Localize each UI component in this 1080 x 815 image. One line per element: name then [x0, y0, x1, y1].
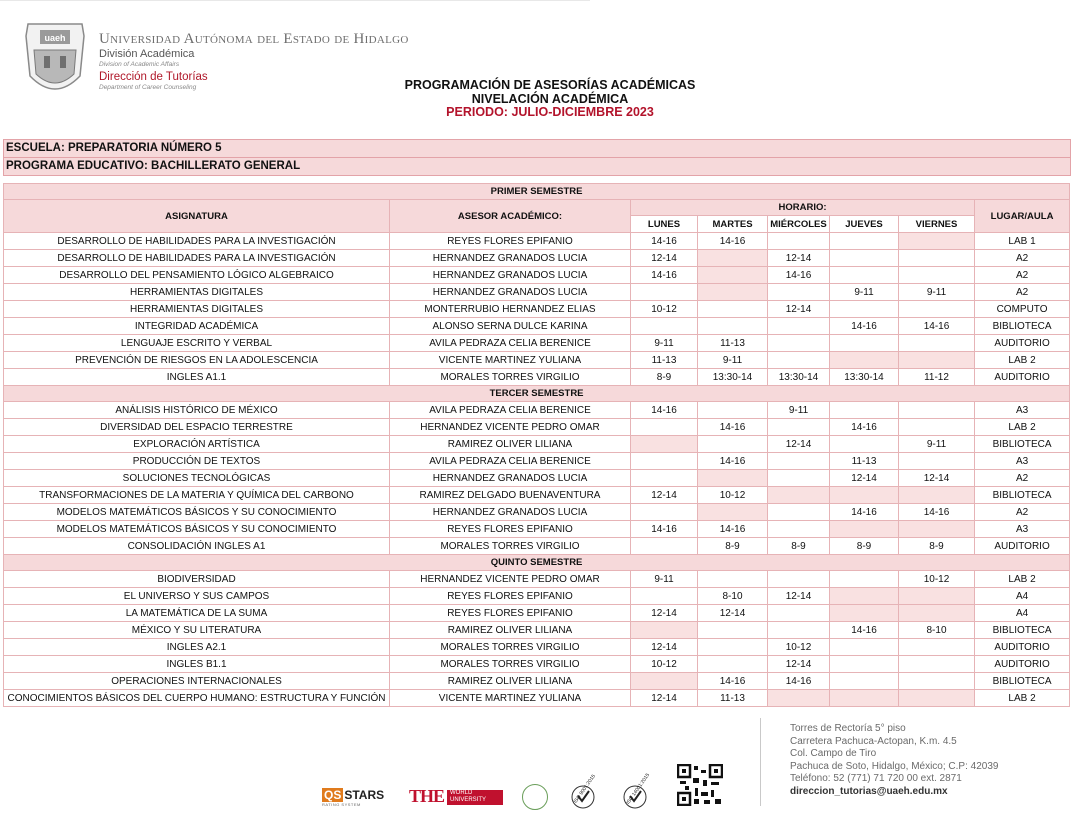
cell-martes: [698, 267, 768, 284]
cell-lugar: AUDITORIO: [975, 538, 1070, 555]
cell-lunes: [631, 588, 698, 605]
cell-jueves: 14-16: [830, 504, 899, 521]
qs-stars-logo: [322, 788, 384, 807]
semester-row: [4, 184, 1070, 200]
cell-martes: [698, 301, 768, 318]
cell-martes: [698, 470, 768, 487]
cell-miercoles: 14-16: [768, 267, 830, 284]
cell-miercoles: [768, 504, 830, 521]
cell-martes: 8-9: [698, 538, 768, 555]
cell-miercoles: [768, 521, 830, 538]
cell-viernes: 12-14: [899, 470, 975, 487]
cell-asesor: AVILA PEDRAZA CELIA BERENICE: [390, 402, 631, 419]
cell-asignatura: MODELOS MATEMÁTICOS BÁSICOS Y SU CONOCIMIENTO: [4, 521, 390, 538]
cell-asignatura: INGLES A1.1: [4, 369, 390, 386]
cell-miercoles: 12-14: [768, 301, 830, 318]
cell-lunes: 10-12: [631, 301, 698, 318]
cell-viernes: [899, 233, 975, 250]
cell-martes: 9-11: [698, 352, 768, 369]
cell-martes: [698, 402, 768, 419]
header-day-viernes: VIERNES: [899, 216, 975, 233]
cell-asignatura: CONOCIMIENTOS BÁSICOS DEL CUERPO HUMANO: ESTRUCTURA Y FUNCIÓN: [4, 690, 390, 707]
table-row: [4, 436, 1070, 453]
cell-martes: [698, 504, 768, 521]
cell-martes: 14-16: [698, 453, 768, 470]
cell-asesor: REYES FLORES EPIFANIO: [390, 588, 631, 605]
cell-asesor: ALONSO SERNA DULCE KARINA: [390, 318, 631, 335]
cell-asesor: AVILA PEDRAZA CELIA BERENICE: [390, 335, 631, 352]
cell-asesor: HERNANDEZ VICENTE PEDRO OMAR: [390, 571, 631, 588]
cell-miercoles: 13:30-14: [768, 369, 830, 386]
university-name: Universidad Autónoma del Estado de Hidalgo: [99, 31, 409, 47]
cell-asesor: MORALES TORRES VIRGILIO: [390, 369, 631, 386]
top-rule: [0, 0, 590, 9]
table-row: [4, 352, 1070, 369]
cell-viernes: [899, 267, 975, 284]
header-day-miercoles: MIÉRCOLES: [768, 216, 830, 233]
cell-asesor: MORALES TORRES VIRGILIO: [390, 656, 631, 673]
cell-lunes: [631, 673, 698, 690]
cell-viernes: [899, 639, 975, 656]
cell-lunes: [631, 318, 698, 335]
cell-martes: [698, 639, 768, 656]
title-nivelacion: NIVELACIÓN ACADÉMICA: [471, 91, 629, 106]
cell-martes: 14-16: [698, 521, 768, 538]
cell-viernes: [899, 656, 975, 673]
table-row: [4, 301, 1070, 318]
cell-jueves: 12-14: [830, 470, 899, 487]
cell-lugar: LAB 1: [975, 233, 1070, 250]
cell-miercoles: [768, 470, 830, 487]
header-asignatura: ASIGNATURA: [4, 200, 390, 233]
cell-miercoles: [768, 318, 830, 335]
cell-viernes: [899, 402, 975, 419]
semester-title: QUINTO SEMESTRE: [4, 555, 1070, 571]
cell-lunes: 11-13: [631, 352, 698, 369]
cell-martes: [698, 436, 768, 453]
cell-asignatura: OPERACIONES INTERNACIONALES: [4, 673, 390, 690]
cell-jueves: [830, 301, 899, 318]
address-line: Carretera Pachuca-Actopan, K.m. 4.5: [790, 735, 957, 747]
cell-martes: [698, 571, 768, 588]
cell-asignatura: EL UNIVERSO Y SUS CAMPOS: [4, 588, 390, 605]
cell-martes: 13:30-14: [698, 369, 768, 386]
cell-lugar: A2: [975, 470, 1070, 487]
cell-asesor: MORALES TORRES VIRGILIO: [390, 538, 631, 555]
directorate-name: Dirección de Tutorías: [99, 71, 208, 83]
cell-asignatura: HERRAMIENTAS DIGITALES: [4, 301, 390, 318]
cell-asignatura: CONSOLIDACIÓN INGLES A1: [4, 538, 390, 555]
cell-lunes: [631, 622, 698, 639]
cell-jueves: [830, 233, 899, 250]
cell-lugar: A3: [975, 402, 1070, 419]
cell-miercoles: 8-9: [768, 538, 830, 555]
cell-martes: [698, 318, 768, 335]
cell-jueves: [830, 487, 899, 504]
cell-miercoles: [768, 690, 830, 707]
cell-lugar: AUDITORIO: [975, 335, 1070, 352]
table-row: [4, 538, 1070, 555]
header-lugar: LUGAR/AULA: [975, 200, 1070, 233]
the-logo: [409, 788, 505, 805]
cell-jueves: [830, 335, 899, 352]
cell-lugar: BIBLIOTECA: [975, 436, 1070, 453]
cell-lugar: BIBLIOTECA: [975, 318, 1070, 335]
cell-lugar: A2: [975, 284, 1070, 301]
cell-miercoles: [768, 571, 830, 588]
table-row: [4, 622, 1070, 639]
cell-lugar: LAB 2: [975, 419, 1070, 436]
cell-miercoles: 12-14: [768, 656, 830, 673]
address-line: Teléfono: 52 (771) 71 720 00 ext. 2871: [790, 773, 962, 784]
cell-asignatura: SOLUCIONES TECNOLÓGICAS: [4, 470, 390, 487]
table-row: [4, 284, 1070, 301]
cell-jueves: [830, 673, 899, 690]
cell-lugar: AUDITORIO: [975, 369, 1070, 386]
cell-lugar: COMPUTO: [975, 301, 1070, 318]
cell-asignatura: DESARROLLO DE HABILIDADES PARA LA INVESTIGACIÓN: [4, 233, 390, 250]
cell-asignatura: LA MATEMÁTICA DE LA SUMA: [4, 605, 390, 622]
the-box: WORLD UNIVERSITY: [447, 790, 503, 805]
cell-asignatura: INGLES B1.1: [4, 656, 390, 673]
cell-asignatura: INGLES A2.1: [4, 639, 390, 656]
school-info: [3, 139, 1071, 176]
cell-lugar: BIBLIOTECA: [975, 487, 1070, 504]
cell-asesor: RAMIREZ OLIVER LILIANA: [390, 622, 631, 639]
cell-viernes: [899, 352, 975, 369]
cell-asesor: MORALES TORRES VIRGILIO: [390, 639, 631, 656]
cell-lugar: LAB 2: [975, 352, 1070, 369]
cell-lugar: A3: [975, 521, 1070, 538]
cell-lugar: A3: [975, 453, 1070, 470]
cell-asesor: HERNANDEZ GRANADOS LUCIA: [390, 250, 631, 267]
cell-lunes: 12-14: [631, 250, 698, 267]
cell-lugar: BIBLIOTECA: [975, 673, 1070, 690]
cell-viernes: 10-12: [899, 571, 975, 588]
header-day-lunes: LUNES: [631, 216, 698, 233]
header-row: [4, 200, 1070, 216]
cell-asignatura: INTEGRIDAD ACADÉMICA: [4, 318, 390, 335]
cell-jueves: 9-11: [830, 284, 899, 301]
cell-asesor: VICENTE MARTINEZ YULIANA: [390, 352, 631, 369]
cell-asignatura: TRANSFORMACIONES DE LA MATERIA Y QUÍMICA DEL CARBONO: [4, 487, 390, 504]
program-name: PROGRAMA EDUCATIVO: BACHILLERATO GENERAL: [4, 157, 1070, 175]
cell-jueves: [830, 605, 899, 622]
cell-lunes: 10-12: [631, 656, 698, 673]
cell-asesor: HERNANDEZ VICENTE PEDRO OMAR: [390, 419, 631, 436]
cell-jueves: [830, 267, 899, 284]
division-name: División Académica: [99, 48, 195, 60]
cell-miercoles: 12-14: [768, 588, 830, 605]
cell-miercoles: 9-11: [768, 402, 830, 419]
cell-asignatura: PREVENCIÓN DE RIESGOS EN LA ADOLESCENCIA: [4, 352, 390, 369]
cell-jueves: 14-16: [830, 622, 899, 639]
semester-row: [4, 555, 1070, 571]
contact-address: [790, 723, 998, 798]
cell-jueves: [830, 250, 899, 267]
cell-jueves: 13:30-14: [830, 369, 899, 386]
table-row: [4, 605, 1070, 622]
table-row: [4, 453, 1070, 470]
cell-viernes: 8-10: [899, 622, 975, 639]
table-row: [4, 250, 1070, 267]
table-row: [4, 656, 1070, 673]
cell-lugar: A2: [975, 504, 1070, 521]
table-row: [4, 487, 1070, 504]
cell-martes: 11-13: [698, 335, 768, 352]
cell-viernes: 14-16: [899, 318, 975, 335]
cell-martes: 14-16: [698, 233, 768, 250]
cell-asesor: MONTERRUBIO HERNANDEZ ELIAS: [390, 301, 631, 318]
cell-lunes: [631, 453, 698, 470]
qr-code-icon: [677, 764, 723, 806]
table-row: [4, 233, 1070, 250]
schedule-table: [3, 183, 1070, 707]
cell-martes: 14-16: [698, 419, 768, 436]
cell-asesor: HERNANDEZ GRANADOS LUCIA: [390, 470, 631, 487]
cell-martes: [698, 656, 768, 673]
the-label: THE: [409, 786, 445, 806]
header-asesor: ASESOR ACADÉMICO:: [390, 200, 631, 233]
table-row: [4, 588, 1070, 605]
table-row: [4, 690, 1070, 707]
cell-asignatura: DESARROLLO DE HABILIDADES PARA LA INVESTIGACIÓN: [4, 250, 390, 267]
qs-label: QS: [324, 788, 342, 802]
cell-lunes: 12-14: [631, 605, 698, 622]
table-row: [4, 419, 1070, 436]
cell-lunes: 12-14: [631, 639, 698, 656]
cell-lunes: 8-9: [631, 369, 698, 386]
cell-asesor: AVILA PEDRAZA CELIA BERENICE: [390, 453, 631, 470]
iso-14001-label: ISO 14001:2015: [625, 772, 652, 806]
cell-miercoles: [768, 487, 830, 504]
logo-text: uaeh: [44, 33, 66, 43]
cell-martes: 8-10: [698, 588, 768, 605]
cell-viernes: [899, 453, 975, 470]
cell-asignatura: BIODIVERSIDAD: [4, 571, 390, 588]
stars-label: STARS: [344, 788, 385, 802]
cell-asesor: REYES FLORES EPIFANIO: [390, 233, 631, 250]
cell-jueves: [830, 690, 899, 707]
cell-viernes: [899, 690, 975, 707]
cell-asesor: HERNANDEZ GRANADOS LUCIA: [390, 504, 631, 521]
address-line: Torres de Rectoría 5° piso: [790, 723, 906, 734]
cell-viernes: [899, 673, 975, 690]
cell-viernes: 8-9: [899, 538, 975, 555]
cell-jueves: [830, 571, 899, 588]
cell-martes: 11-13: [698, 690, 768, 707]
table-row: [4, 402, 1070, 419]
cell-jueves: [830, 402, 899, 419]
cell-lugar: A2: [975, 267, 1070, 284]
cell-jueves: [830, 656, 899, 673]
cell-jueves: 11-13: [830, 453, 899, 470]
header-day-martes: MARTES: [698, 216, 768, 233]
cell-asesor: RAMIREZ DELGADO BUENAVENTURA: [390, 487, 631, 504]
cell-martes: [698, 284, 768, 301]
cell-asignatura: MÉXICO Y SU LITERATURA: [4, 622, 390, 639]
stars-sub: RATING SYSTEM: [322, 802, 361, 807]
cell-asignatura: DIVERSIDAD DEL ESPACIO TERRESTRE: [4, 419, 390, 436]
cell-miercoles: 12-14: [768, 436, 830, 453]
cell-lunes: 14-16: [631, 402, 698, 419]
iso-9001-seal: [570, 773, 597, 810]
cell-lugar: AUDITORIO: [975, 656, 1070, 673]
table-row: [4, 335, 1070, 352]
iso-14001-seal: [622, 772, 652, 810]
cell-lunes: 9-11: [631, 335, 698, 352]
table-row: [4, 521, 1070, 538]
cell-lugar: BIBLIOTECA: [975, 622, 1070, 639]
cell-martes: 14-16: [698, 673, 768, 690]
cell-asesor: REYES FLORES EPIFANIO: [390, 521, 631, 538]
contact-email-link[interactable]: direccion_tutorias@uaeh.edu.mx: [790, 785, 948, 797]
footer-logos: [300, 716, 760, 808]
footer-divider: [760, 718, 761, 806]
cell-viernes: [899, 605, 975, 622]
cell-lugar: AUDITORIO: [975, 639, 1070, 656]
table-row: [4, 267, 1070, 284]
table-row: [4, 318, 1070, 335]
cell-viernes: [899, 588, 975, 605]
cell-viernes: [899, 301, 975, 318]
school-name: ESCUELA: PREPARATORIA NÚMERO 5: [4, 140, 1070, 157]
cell-jueves: [830, 588, 899, 605]
cell-martes: [698, 622, 768, 639]
cell-viernes: [899, 521, 975, 538]
cell-jueves: [830, 352, 899, 369]
cell-lunes: 14-16: [631, 521, 698, 538]
cell-asignatura: PRODUCCIÓN DE TEXTOS: [4, 453, 390, 470]
cell-miercoles: [768, 419, 830, 436]
cell-asesor: RAMIREZ OLIVER LILIANA: [390, 436, 631, 453]
certification-seal-icon: [522, 784, 548, 810]
cell-miercoles: 14-16: [768, 673, 830, 690]
cell-martes: 10-12: [698, 487, 768, 504]
semester-row: [4, 386, 1070, 402]
cell-lunes: [631, 284, 698, 301]
cell-jueves: 14-16: [830, 318, 899, 335]
cell-miercoles: [768, 352, 830, 369]
title-periodo: PERIODO: JULIO-DICIEMBRE 2023: [446, 105, 654, 119]
cell-viernes: 9-11: [899, 436, 975, 453]
cell-asesor: RAMIREZ OLIVER LILIANA: [390, 673, 631, 690]
table-row: [4, 639, 1070, 656]
cell-viernes: [899, 419, 975, 436]
header-day-jueves: JUEVES: [830, 216, 899, 233]
cell-lunes: [631, 436, 698, 453]
division-name-en: Division of Academic Affairs: [99, 61, 180, 68]
cell-miercoles: [768, 233, 830, 250]
cell-miercoles: 10-12: [768, 639, 830, 656]
iso-9001-label: ISO 9001:2015: [572, 773, 597, 805]
cell-lunes: 14-16: [631, 233, 698, 250]
table-row: [4, 571, 1070, 588]
header-horario: HORARIO:: [631, 200, 975, 216]
cell-asignatura: DESARROLLO DEL PENSAMIENTO LÓGICO ALGEBRAICO: [4, 267, 390, 284]
cell-lunes: 9-11: [631, 571, 698, 588]
cell-asignatura: EXPLORACIÓN ARTÍSTICA: [4, 436, 390, 453]
semester-title: PRIMER SEMESTRE: [4, 184, 1070, 200]
cell-lugar: A2: [975, 250, 1070, 267]
cell-viernes: 9-11: [899, 284, 975, 301]
cell-lunes: [631, 504, 698, 521]
cell-jueves: 8-9: [830, 538, 899, 555]
cell-asignatura: MODELOS MATEMÁTICOS BÁSICOS Y SU CONOCIMIENTO: [4, 504, 390, 521]
table-row: [4, 504, 1070, 521]
cell-miercoles: 12-14: [768, 250, 830, 267]
cell-martes: 12-14: [698, 605, 768, 622]
cell-asignatura: ANÁLISIS HISTÓRICO DE MÉXICO: [4, 402, 390, 419]
cell-asignatura: LENGUAJE ESCRITO Y VERBAL: [4, 335, 390, 352]
cell-viernes: 14-16: [899, 504, 975, 521]
address-line: Col. Campo de Tiro: [790, 748, 877, 759]
cell-miercoles: [768, 622, 830, 639]
cell-lunes: 12-14: [631, 690, 698, 707]
cell-lunes: [631, 419, 698, 436]
cell-lugar: A4: [975, 588, 1070, 605]
cell-lugar: A4: [975, 605, 1070, 622]
table-row: [4, 673, 1070, 690]
cell-lunes: [631, 470, 698, 487]
directorate-name-en: Department of Career Counseling: [99, 84, 197, 91]
title-programacion: PROGRAMACIÓN DE ASESORÍAS ACADÉMICAS: [404, 78, 696, 92]
cell-asesor: HERNANDEZ GRANADOS LUCIA: [390, 267, 631, 284]
cell-lunes: 12-14: [631, 487, 698, 504]
document-titles: [300, 79, 800, 120]
cell-lunes: 14-16: [631, 267, 698, 284]
table-row: [4, 470, 1070, 487]
cell-lunes: [631, 538, 698, 555]
cell-martes: [698, 250, 768, 267]
cell-jueves: [830, 639, 899, 656]
cell-lugar: LAB 2: [975, 571, 1070, 588]
cell-viernes: [899, 250, 975, 267]
cell-asesor: REYES FLORES EPIFANIO: [390, 605, 631, 622]
semester-title: TERCER SEMESTRE: [4, 386, 1070, 402]
cell-miercoles: [768, 453, 830, 470]
table-row: [4, 369, 1070, 386]
cell-viernes: 11-12: [899, 369, 975, 386]
cell-jueves: [830, 521, 899, 538]
uaeh-logo: [18, 16, 92, 104]
cell-asesor: VICENTE MARTINEZ YULIANA: [390, 690, 631, 707]
address-line: Pachuca de Soto, Hidalgo, México; C.P: 42039: [790, 760, 999, 772]
cell-jueves: 14-16: [830, 419, 899, 436]
cell-viernes: [899, 487, 975, 504]
cell-asesor: HERNANDEZ GRANADOS LUCIA: [390, 284, 631, 301]
cell-jueves: [830, 436, 899, 453]
cell-viernes: [899, 335, 975, 352]
cell-lugar: LAB 2: [975, 690, 1070, 707]
cell-miercoles: [768, 284, 830, 301]
cell-miercoles: [768, 605, 830, 622]
cell-miercoles: [768, 335, 830, 352]
cell-asignatura: HERRAMIENTAS DIGITALES: [4, 284, 390, 301]
